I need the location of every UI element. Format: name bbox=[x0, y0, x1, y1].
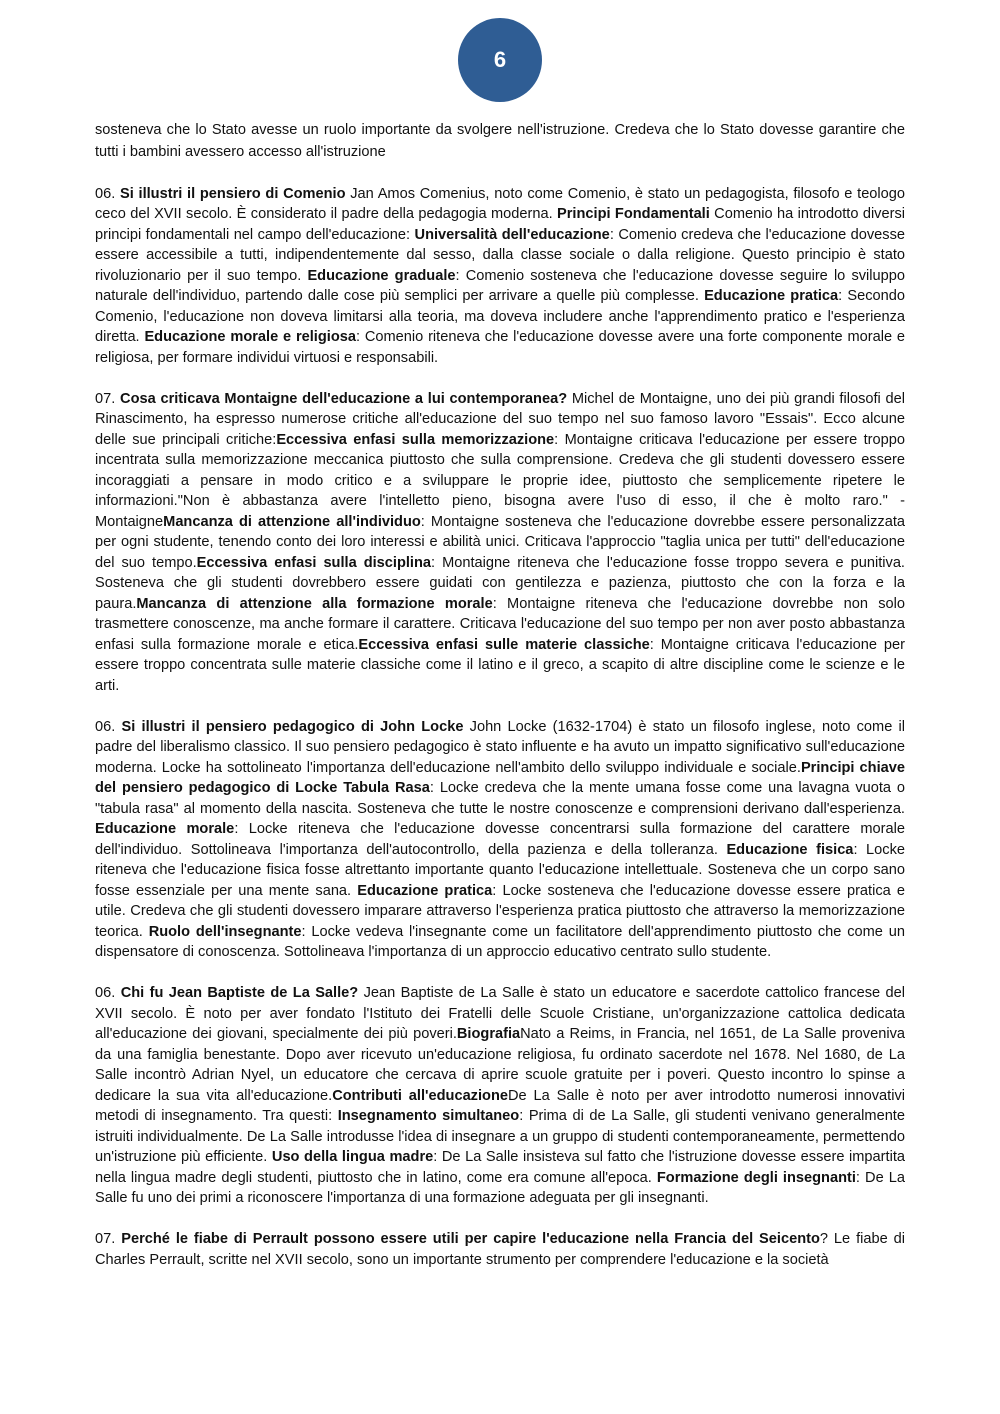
bold-text: Ruolo dell'insegnante bbox=[148, 923, 302, 940]
body-text: Comenio ha introdotto diversi principi fondamentali nel campo dell'educazione: bbox=[95, 206, 905, 243]
body-text: John Locke (1632-1704) è stato un filosofo inglese, noto come il padre del liberalismo classico. Il suo pensiero pedagogico è stato influente e ha avuto un impatto significativo sull'educazione moderna. Locke ha sottolineato l'importanza dell'educazione nell'ambito dello sviluppo individuale e sociale. bbox=[95, 718, 906, 776]
body-text: : Montaigne sosteneva che l'educazione dovrebbe essere personalizzata per ogni studente, tenendo conto dei loro interessi e abilità unici. Criticava l'approccio "taglia unica per tutti" dell'educazione del suo tempo. bbox=[95, 513, 905, 571]
body-text: 06. bbox=[95, 985, 121, 1001]
bold-text: Educazione graduale bbox=[307, 267, 456, 284]
bold-text: Mancanza di attenzione alla formazione morale bbox=[136, 595, 493, 612]
paragraph bbox=[95, 119, 905, 163]
body-text: : Montaigne riteneva che l'educazione fosse troppo severa e punitiva. Sosteneva che gli studenti dovrebbero essere guidati con gentilezza e pazienza, piuttosto che con la forza e la paura. bbox=[95, 554, 905, 612]
bold-text: Educazione morale e religiosa bbox=[144, 329, 356, 345]
body-text: : Locke riteneva che l'educazione dovesse concentrarsi sulla formazione del carattere morale dell'individuo. Sottolineava l'importanza dell'autocontrollo, della pazienza e della tolleranza. bbox=[95, 821, 906, 858]
bold-text: Insegnamento simultaneo bbox=[337, 1108, 520, 1124]
body-text: : Locke vedeva l'insegnante come un facilitatore dell'apprendimento piuttosto che come un dispensatore di conoscenza. Sottolineava l'importanza di un approccio educativo centrato sullo studente. bbox=[95, 923, 905, 960]
body-text: : Prima di de La Salle, gli studenti venivano generalmente istruiti individualmente. De La Salle introdusse l'idea di insegnare a un gruppo di studenti contemporaneamente, permettendo un'istruzione più efficiente. bbox=[95, 1108, 905, 1165]
bold-text: Educazione morale bbox=[95, 821, 235, 837]
body-text: De La Salle è noto per aver introdotto numerosi innovativi metodi di insegnamento. Tra questi: bbox=[95, 1087, 905, 1124]
bold-text: Eccessiva enfasi sulla memorizzazione bbox=[276, 431, 555, 448]
body-text: : Comenio riteneva che l'educazione dovesse avere una forte componente morale e religiosa, per formare individui virtuosi e responsabili. bbox=[95, 329, 905, 366]
bold-text: Biografia bbox=[456, 1026, 521, 1042]
bold-text: Universalità dell'educazione bbox=[414, 226, 610, 243]
bold-text: Formazione degli insegnanti bbox=[656, 1169, 856, 1186]
body-text: 07. bbox=[95, 390, 121, 407]
bold-text: Cosa criticava Montaigne dell'educazione a lui contemporanea? bbox=[120, 390, 568, 407]
bold-text: Principi Fondamentali bbox=[557, 206, 710, 222]
bold-text: Eccessiva enfasi sulla disciplina bbox=[196, 554, 432, 571]
body-text: : Montaigne criticava l'educazione per essere troppo concentrata sulle materie classiche come il latino e il greco, a scapito di altre discipline come le scienze e le arti. bbox=[95, 636, 905, 694]
body-text: sosteneva che lo Stato avesse un ruolo importante da svolgere nell'istruzione. Credeva che lo Stato dovesse garantire che tutti i bambini avessero accesso all'istruzione bbox=[95, 122, 905, 160]
body-text: Nato a Reims, in Francia, nel 1651, de La Salle proveniva da una famiglia benestante. Dopo aver ricevuto un'educazione religiosa, fu ordinato sacerdote nel 1678. Nel 1680, de La Salle incontrò Adrian Nyel, un educatore che cercava di aprire scuole gratuite per i poveri. Questo incontro lo spinse a dedicare la sua vita all'educazione. bbox=[95, 1026, 905, 1104]
document-body bbox=[95, 119, 905, 1291]
bold-text: Educazione fisica bbox=[726, 841, 854, 858]
paragraph bbox=[95, 184, 905, 369]
bold-text: Mancanza di attenzione all'individuo bbox=[163, 513, 421, 530]
bold-text: Uso della lingua madre bbox=[271, 1149, 434, 1165]
paragraph bbox=[95, 717, 905, 963]
bold-text: Si illustri il pensiero di Comenio bbox=[120, 185, 346, 202]
bold-text: Contributi all'educazione bbox=[332, 1087, 508, 1104]
bold-text: Eccessiva enfasi sulle materie classiche bbox=[358, 636, 650, 653]
body-text: : Secondo Comenio, l'educazione non doveva limitarsi alla teoria, ma doveva includere anche l'apprendimento pratico e l'esperienza diretta. bbox=[95, 288, 905, 345]
body-text: : Locke sosteneva che l'educazione dovesse essere pratica e utile. Credeva che gli studenti dovessero imparare attraverso l'esperienza pratica piuttosto che attraverso la memorizzazione teorica. bbox=[95, 882, 905, 940]
body-text: : Locke credeva che la mente umana fosse come una lavagna vuota o "tabula rasa" al momento della nascita. Sosteneva che tutte le nostre conoscenze e comprensioni derivano dall'esperienza. bbox=[95, 780, 905, 817]
body-text: : Locke riteneva che l'educazione fisica fosse altrettanto importante quanto l'educazione intellettuale. Sosteneva che un corpo sano fosse essenziale per una mente sana. bbox=[95, 841, 905, 899]
body-text: Michel de Montaigne, uno dei più grandi filosofi del Rinascimento, ha espresso numerose critiche all'educazione del suo tempo nel suo famoso lavoro "Essais". Ecco alcune delle sue principali critiche: bbox=[95, 390, 906, 448]
bold-text: Perché le fiabe di Perrault possono essere utili per capire l'educazione nella Francia del Seicento bbox=[121, 1231, 820, 1247]
body-text: : Montaigne riteneva che l'educazione dovrebbe non solo trasmettere conoscenze, ma anche formare il carattere. Criticava l'educazione del suo tempo per non aver posto abbastanza enfasi sulla formazione morale e etica. bbox=[95, 595, 905, 653]
body-text: : Montaigne criticava l'educazione per essere troppo incentrata sulla memorizzazione meccanica piuttosto che sulla comprensione. Credeva che gli studenti dovessero essere incoraggiati a pensare in modo critico e a sviluppare le proprie idee, piuttosto che semplicemente ripetere le informazioni."Non è abbastanza avere l'intelletto pieno, bisogna avere l'uso di esso, il che è molto raro." - Montaigne bbox=[95, 431, 905, 530]
bold-text: Educazione pratica bbox=[704, 288, 839, 304]
page-number: 6 bbox=[493, 47, 507, 72]
body-text: : De La Salle fu uno dei primi a riconoscere l'importanza di una formazione adeguata per gli insegnanti. bbox=[95, 1169, 905, 1206]
body-text: : Comenio credeva che l'educazione dovesse essere accessibile a tutti, indipendentemente dal sesso, dalla classe sociale o dalla religione. Questo principio è stato rivoluzionario per il suo tempo. bbox=[95, 226, 905, 284]
paragraph bbox=[95, 983, 905, 1209]
body-text: 06. bbox=[95, 185, 121, 202]
body-text: 07. bbox=[95, 1231, 122, 1247]
bold-text: Educazione pratica bbox=[357, 882, 493, 899]
body-text: Jan Amos Comenius, noto come Comenio, è stato un pedagogista, filosofo e teologo ceco del XVII secolo. È considerato il padre della pedagogia moderna. bbox=[95, 185, 906, 222]
paragraph bbox=[95, 389, 905, 697]
bold-text: Chi fu Jean Baptiste de La Salle? bbox=[120, 985, 359, 1001]
body-text: Jean Baptiste de La Salle è stato un educatore e sacerdote cattolico francese del XVII secolo. È noto per aver fondato l'Istituto dei Fratelli delle Scuole Cristiane, un'organizzazione cattolica dedicata all'educazione dei giovani, specialmente dei più poveri. bbox=[95, 985, 905, 1042]
body-text: : De La Salle insisteva sul fatto che l'istruzione dovesse essere impartita nella lingua madre degli studenti, piuttosto che in latino, come era comune all'epoca. bbox=[95, 1149, 905, 1186]
body-text: : Comenio sosteneva che l'educazione dovesse seguire lo sviluppo naturale dell'individuo, partendo dalle cose più semplici per arrivare a quelle più complesse. bbox=[95, 267, 905, 304]
bold-text: Si illustri il pensiero pedagogico di John Locke bbox=[121, 718, 464, 735]
body-text: 06. bbox=[95, 718, 122, 735]
body-text: ? Le fiabe di Charles Perrault, scritte nel XVII secolo, sono un importante strumento per comprendere l'educazione e la società bbox=[95, 1231, 905, 1268]
page-number-badge bbox=[458, 18, 542, 102]
paragraph bbox=[95, 1229, 905, 1270]
bold-text: Principi chiave del pensiero pedagogico di Locke Tabula Rasa bbox=[95, 759, 905, 796]
